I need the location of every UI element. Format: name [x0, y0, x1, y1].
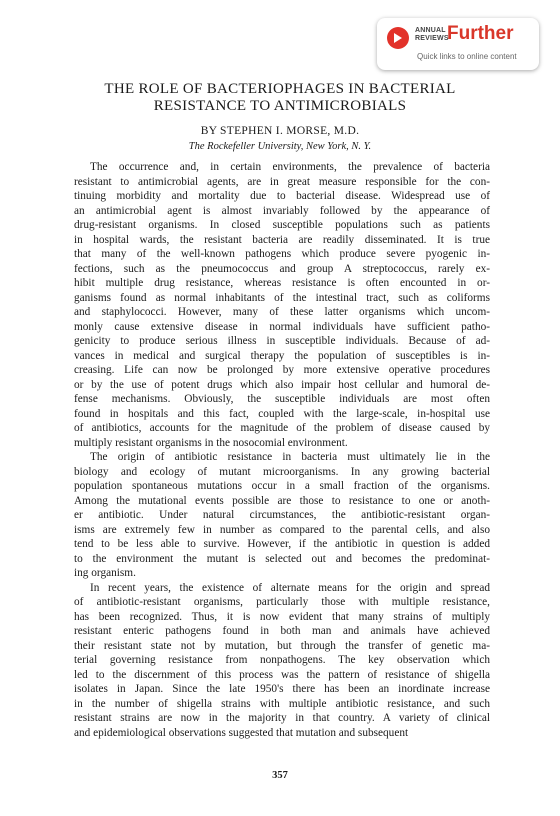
paragraph-line: multiply resistant organisms in the nosocomial environment.	[74, 436, 348, 449]
paragraph-line: resistant enteric pathogens found in both man and animals have achieved	[74, 625, 490, 637]
paragraph-line: has been recognized. Thus, it is now evident that many strains of multiply	[74, 610, 490, 623]
paragraph-line: of antibiotics, accounts for the magnitude of the problem of disease caused by	[74, 422, 490, 434]
body-paragraph	[74, 581, 490, 741]
paragraph-line: fense mechanisms. Obviously, the susceptible individuals are most often	[74, 393, 490, 405]
paragraph-line: found in hospitals and this fact, coupled with the large-scale, in-hospital use	[74, 407, 490, 420]
paragraph-line: an antimicrobial agent is almost invariably followed by the appearance of	[74, 204, 490, 217]
paragraph-line: genicity to produce serious illness in susceptible individuals. Because of ad-	[74, 335, 490, 347]
author-affiliation: The Rockefeller University, New York, N. Y.	[188, 141, 372, 152]
author-byline: BY STEPHEN I. MORSE, M.D.	[200, 125, 360, 137]
paragraph-line: hibit multiple drug resistance, whereas resistance is often encounted in or-	[74, 277, 490, 289]
paragraph-line: drug-resistant organisms. In closed susceptible populations such as patients	[74, 219, 490, 231]
paragraph-line: population spontaneous mutations occur in a small fraction of the organisms.	[74, 480, 490, 492]
paragraph-line: terial governing resistance from nonpathogens. The key observation which	[74, 654, 490, 666]
paragraph-line: isolates in Japan. Since the late 1950's there has been an inordinate increase	[74, 683, 490, 695]
paragraph-line: in hospital wards, the resistant bacteria are readily disseminated. It is true	[74, 233, 490, 246]
article-title-line: RESISTANCE TO ANTIMICROBIALS	[153, 98, 407, 114]
paragraph-line: of antibiotic-resistant organisms, particularly those with multiple resistance,	[74, 596, 490, 608]
annual-reviews-wordmark	[415, 27, 449, 42]
paragraph-line: The origin of antibiotic resistance in bacteria must ultimately lie in the	[90, 451, 490, 463]
paragraph-line: tinuing morbidity and mortality due to bacterial disease. Widespread use of	[74, 190, 490, 202]
body-paragraph	[74, 450, 490, 581]
paragraph-line: tend to be less able to survive. However, if the antibiotic in question is added	[74, 538, 490, 550]
article-title-line: THE ROLE OF BACTERIOPHAGES IN BACTERIAL	[104, 81, 456, 97]
paragraph-line: ing organism.	[74, 567, 136, 579]
paragraph-line: that many of the well-known pathogens which produce severe pyogenic in-	[74, 248, 490, 260]
article-body	[74, 160, 490, 740]
annual-reviews-logo-icon	[387, 27, 409, 49]
page-number: 357	[272, 770, 288, 781]
paragraph-line: fections, such as the pneumococcus and group A streptococcus, rarely ex-	[74, 262, 490, 275]
paragraph-line: vances in medical and surgical therapy the population of susceptibles is in-	[74, 349, 490, 362]
paragraph-line: led to the discernment of this process was the pattern of resistance of shigella	[74, 668, 490, 681]
paragraph-line: er antibiotic. Under natural circumstances, the antibiotic-resistant organ-	[74, 509, 490, 521]
body-paragraph	[74, 160, 490, 450]
paragraph-line: their resistant state not by mutation, but through the transfer of genetic ma-	[74, 639, 490, 652]
badge-reviews-text: REVIEWS	[415, 34, 449, 42]
badge-annual-text: ANNUAL	[415, 27, 446, 34]
paragraph-line: and staphylococci. However, many of these latter organisms which uncom-	[74, 306, 490, 318]
paragraph-line: resistant strains are now in the majority in that country. A variety of clinical	[74, 712, 490, 724]
paragraph-line: or by the use of potent drugs which also impair host cellular and humoral de-	[74, 378, 490, 391]
article-title	[60, 81, 500, 115]
paragraph-line: monly cause extensive disease in normal individuals have sufficient patho-	[74, 320, 490, 333]
paragraph-line: and epidemiological observations suggested that mutation and subsequent	[74, 726, 409, 739]
paragraph-line: In recent years, the existence of alternate means for the origin and spread	[90, 581, 490, 594]
badge-subtitle: Quick links to online content	[417, 52, 517, 61]
paragraph-line: biology and ecology of mutant microorganisms. In any growing bacterial	[74, 465, 490, 478]
paragraph-line: in the number of shigella strains with multiple antibiotic resistance, and such	[74, 697, 490, 710]
annual-reviews-further-badge[interactable]	[377, 18, 539, 70]
paragraph-line: creasing. Life can now be prolonged by more extensive operative procedures	[74, 364, 490, 376]
paragraph-line: resistant to antimicrobial agents, are in great measure responsible for the con-	[74, 175, 490, 188]
paragraph-line: isms are extremely few in number as compared to the parental cells, and also	[74, 523, 490, 536]
badge-further-text: Further	[447, 23, 514, 44]
paragraph-line: ganisms found as normal inhabitants of the intestinal tract, such as coliforms	[74, 291, 490, 304]
paragraph-line: Among the mutational events possible are those to resistance to one or anoth-	[74, 494, 490, 507]
paragraph-line: The occurrence and, in certain environments, the prevalence of bacteria	[90, 161, 490, 173]
paragraph-line: to the environment the mutant is selected out and becomes the predominat-	[74, 552, 490, 565]
